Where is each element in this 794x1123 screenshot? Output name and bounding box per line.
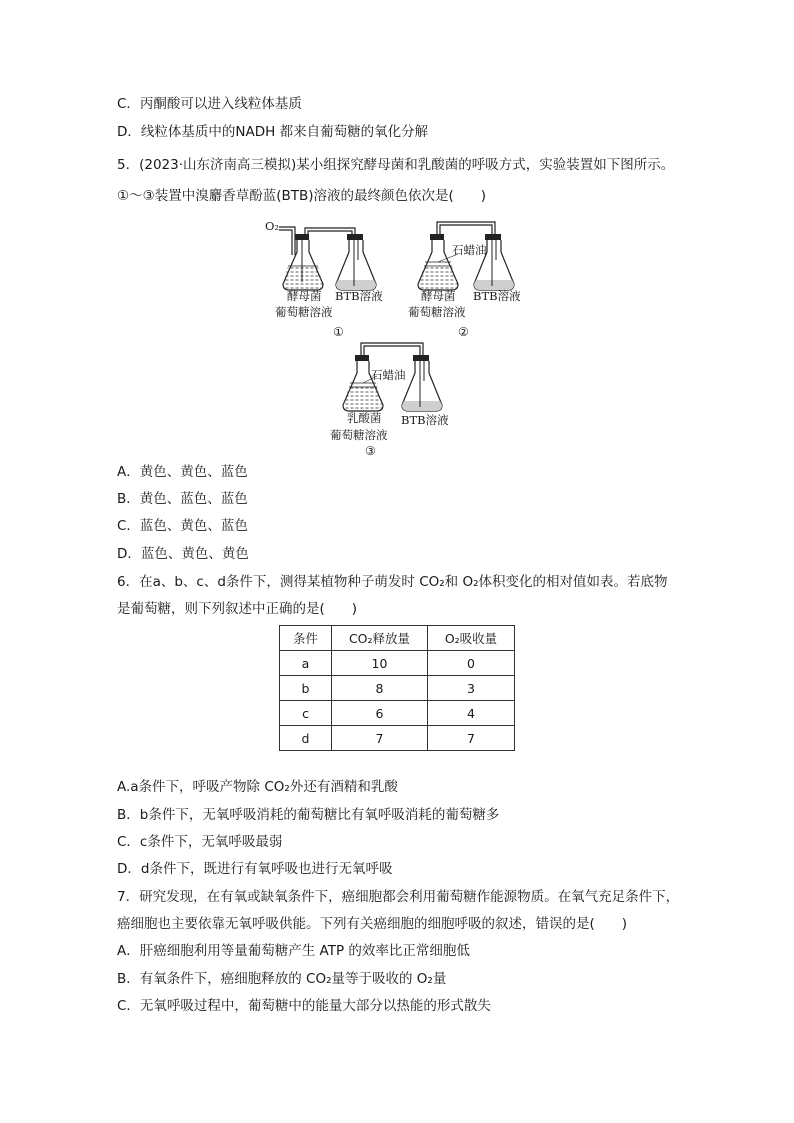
setup-number-1: ① <box>333 325 344 339</box>
apparatus-figure <box>255 210 545 459</box>
setup-number-3: ③ <box>365 444 376 458</box>
setup-2 <box>408 222 521 339</box>
q6-option-c: C．c条件下，无氧呼吸最弱 <box>117 834 283 850</box>
table-cell: a <box>280 651 332 676</box>
table-header: CO₂释放量 <box>332 626 428 651</box>
setup-1 <box>265 219 383 339</box>
q5-stem-line1: 5．(2023·山东济南高三模拟)某小组探究酵母菌和乳酸菌的呼吸方式，实验装置如下图所示。 <box>117 157 675 173</box>
table-cell: 3 <box>428 676 515 701</box>
q7-option-a: A．肝癌细胞利用等量葡萄糖产生 ATP 的效率比正常细胞低 <box>117 943 470 959</box>
table-cell: 6 <box>332 701 428 726</box>
table-row <box>280 651 515 676</box>
q5-option-c: C．蓝色、黄色、蓝色 <box>117 518 248 534</box>
o2-inlet-label: O₂ <box>265 219 280 233</box>
yeast-label-1: 酵母菌 <box>287 289 322 303</box>
q7-stem-line1: 7．研究发现，在有氧或缺氧条件下，癌细胞都会利用葡萄糖作能源物质。在氧气充足条件下， <box>117 889 680 905</box>
paraffin-label-2: 石蜡油 <box>452 243 487 257</box>
q6-option-a: A.a条件下，呼吸产物除 CO₂外还有酒精和乳酸 <box>117 779 398 795</box>
glucose-label-2: 葡萄糖溶液 <box>408 305 466 319</box>
glucose-label-3: 葡萄糖溶液 <box>330 428 388 442</box>
setup-3 <box>330 343 449 458</box>
table-cell: 8 <box>332 676 428 701</box>
table-row <box>280 726 515 751</box>
flask-btb-1 <box>336 234 376 290</box>
btb-label-2: BTB溶液 <box>473 289 521 303</box>
table-cell: 7 <box>332 726 428 751</box>
q5-option-b: B．黄色、蓝色、蓝色 <box>117 491 248 507</box>
flask-lactic-3 <box>343 355 383 411</box>
flask-btb-3 <box>402 355 442 411</box>
q6-stem-line2: 是葡萄糖，则下列叙述中正确的是( ) <box>117 601 358 617</box>
q6-stem-line1: 6．在a、b、c、d条件下，测得某植物种子萌发时 CO₂和 O₂体积变化的相对值如表。若底物 <box>117 574 668 590</box>
table-cell: d <box>280 726 332 751</box>
q6-option-b: B．b条件下，无氧呼吸消耗的葡萄糖比有氧呼吸消耗的葡萄糖多 <box>117 807 500 823</box>
table-header-row <box>280 626 515 651</box>
q4-option-d: D．线粒体基质中的NADH 都来自葡萄糖的氧化分解 <box>117 124 429 140</box>
q5-option-d: D．蓝色、黄色、黄色 <box>117 546 249 562</box>
yeast-label-2: 酵母菌 <box>421 289 456 303</box>
table-cell: b <box>280 676 332 701</box>
paraffin-label-3: 石蜡油 <box>371 368 406 382</box>
table-cell: 4 <box>428 701 515 726</box>
table-cell: c <box>280 701 332 726</box>
q5-option-a: A．黄色、黄色、蓝色 <box>117 464 248 480</box>
q7-option-c: C．无氧呼吸过程中，葡萄糖中的能量大部分以热能的形式散失 <box>117 998 491 1014</box>
q7-stem-line2: 癌细胞也主要依靠无氧呼吸供能。下列有关癌细胞的细胞呼吸的叙述，错误的是( ) <box>117 916 628 932</box>
q4-option-c: C．丙酮酸可以进入线粒体基质 <box>117 96 302 112</box>
flask-yeast-1 <box>283 234 323 290</box>
table-row <box>280 676 515 701</box>
setup-number-2: ② <box>458 325 469 339</box>
table-row <box>280 701 515 726</box>
conditions-table <box>279 625 515 751</box>
table-header: O₂吸收量 <box>428 626 515 651</box>
table-cell: 0 <box>428 651 515 676</box>
q6-option-d: D．d条件下，既进行有氧呼吸也进行无氧呼吸 <box>117 861 393 877</box>
lactic-label-3: 乳酸菌 <box>347 411 382 425</box>
glucose-label-1: 葡萄糖溶液 <box>275 305 333 319</box>
table-header: 条件 <box>280 626 332 651</box>
btb-label-3: BTB溶液 <box>401 413 449 427</box>
q5-stem-line2: ①～③装置中溴麝香草酚蓝(BTB)溶液的最终颜色依次是( ) <box>117 188 487 204</box>
table-cell: 10 <box>332 651 428 676</box>
btb-label-1: BTB溶液 <box>335 289 383 303</box>
q7-option-b: B．有氧条件下，癌细胞释放的 CO₂量等于吸收的 O₂量 <box>117 971 447 987</box>
table-cell: 7 <box>428 726 515 751</box>
